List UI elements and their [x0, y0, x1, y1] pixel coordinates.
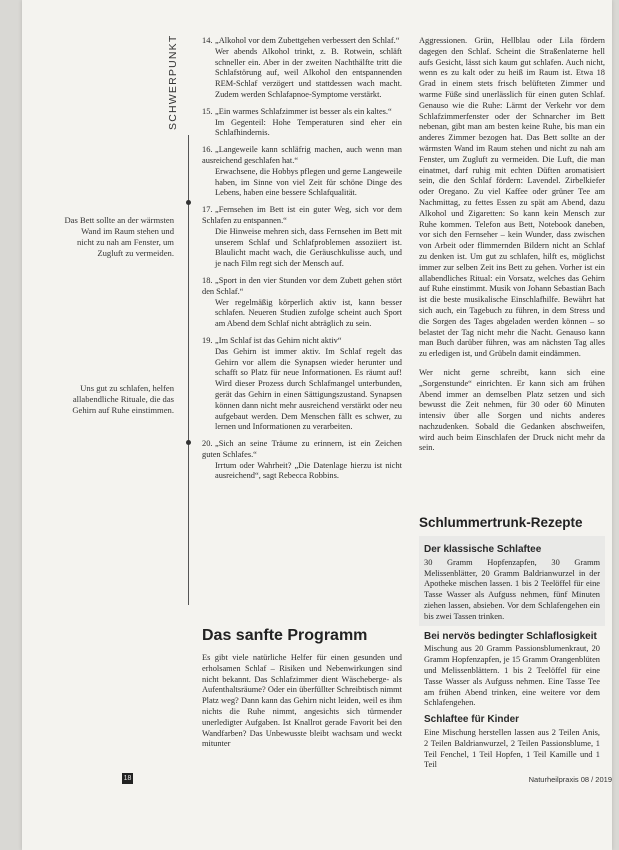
- margin-note-rituals: Uns gut zu schlafen, helfen allabendliche Rituale, die das Gehirn auf Ruhe einstimmen.: [72, 383, 174, 415]
- myth-answer: Wer abends Alkohol trinkt, z. B. Rotwein, schläft schneller ein. Aber in der zweiten Nachthälfte tritt die Schlafstörung auf, weil Alkohol den entspannenden REM-Schlaf verzögert und stattdessen wach macht. Zudem werden Schlafapnoe-Symptome verstärkt.: [215, 46, 402, 99]
- recipe-entry: [419, 715, 605, 771]
- recipe-text: Mischung aus 20 Gramm Passionsblumenkraut, 20 Gramm Hopfenzapfen, je 15 Gramm Orangenblüten und Melissenblättern. 1 bis 2 Teelöffel für eine Tasse Wasser als Aufguss nehmen. Eine Tasse Tee am frühen Abend trinken, eine weitere vor dem Schlafengehen.: [424, 644, 600, 708]
- myth-item: 18. „Sport in den vier Stunden vor dem Zubett gehen stört den Schlaf.“ Wer regelmäßig körperlich aktiv ist, kann besser schlafen. Neueren Studien zufolge scheint auch Sport am Abend dem Schlaf nicht abträglich zu sein.: [202, 275, 402, 329]
- section-divider-line: [188, 135, 189, 605]
- myth-item: 14. „Alkohol vor dem Zubettgehen verbessert den Schlaf.“ Wer abends Alkohol trinkt, z. B. Rotwein, schläft schneller ein. Aber in der zweiten Nachthälfte tritt die Schlafstörung auf, weil Alkohol den entspannenden REM-Schlaf verzögert und stattdessen wach macht. Zudem werden Schlafapnoe-Symptome verstärkt.: [202, 36, 402, 99]
- myth-answer: Erwachsene, die Hobbys pflegen und gerne Langeweile haben, im Sinne von viel Zeit für schöne Dinge des Lebens, haben eine bessere Schlafqualität.: [215, 166, 402, 198]
- myth-item: 16. „Langeweile kann schläfrig machen, auch wenn man ausreichend geschlafen hat.“ Erwachsene, die Hobbys pflegen und gerne Langeweile haben, im Sinne von viel Zeit für schöne Dinge des Lebens, haben eine bessere Schlafqualität.: [202, 145, 402, 198]
- section-label: SCHWERPUNKT: [167, 34, 179, 130]
- recipe-text: Eine Mischung herstellen lassen aus 2 Teilen Anis, 2 Teilen Baldrianwurzel, 2 Teilen Passionsblume, 1 Teil Fenchel, 1 Teil Hopfen, 1 Teil Kamille und 1 Teil: [424, 727, 600, 770]
- recipe-heading: Bei nervös bedingter Schlaflosigkeit: [424, 630, 597, 642]
- page-number: 18: [123, 775, 132, 782]
- myth-item: 20. „Sich an seine Träume zu erinnern, ist ein Zeichen guten Schlafes.“ Irrtum oder Wahrheit? „Die Datenlage hierzu ist nicht ausreichend“, sagt Rebecca Robbins.: [202, 439, 402, 481]
- right-paragraph: Wer nicht gerne schreibt, kann sich eine „Sorgenstunde“ einrichten. Er kann sich am frühen Abend immer an demselben Platz setzen und sich bewusst die Zeit nehmen, für 30 oder 60 Minuten intensiv über alle Sorgen und nichts anderes nachzudenken. Sobald die Gedanken abschweifen, wird auch beim Einschlafen der Druck nicht mehr da sein.: [419, 367, 605, 453]
- magazine-page: [22, 0, 612, 850]
- recipes-title: Schlummertrunk-Rezepte: [419, 515, 583, 530]
- myth-item: 19. „Im Schlaf ist das Gehirn nicht aktiv“ Das Gehirn ist immer aktiv. Im Schlaf regelt das Gehirn vor allem die Synapsen wieder herunter und schafft so Platz für neue Informationen. Es räumt auf! Wird dieser Prozess durch Schlafmangel unterbunden, gerät das Gehirn in einen Sättigungszustand. Synapsen können dann nicht mehr ausreichend verstärkt oder neu aufgebaut werden. Dem Menschen fällt es schwer, zu lernen und Informationen zu verarbeiten.: [202, 335, 402, 432]
- recipe-heading: Schlaftee für Kinder: [424, 714, 520, 726]
- recipe-entry: [419, 632, 605, 710]
- program-title: Das sanfte Programm: [202, 627, 368, 644]
- right-paragraph: Aggressionen. Grün, Hellblau oder Lila fördern dagegen den Schlaf. Scheint die Straßenlaterne hell aufs Gesicht, lässt sich kaum gut schlafen. Auch nicht, wenn es zu kalt oder zu heiß im Raum ist. Etwa 18 Grad in einem stets frisch belüfteten Zimmer und warme Füße sind unerlässlich für einen guten Schlaf. Genauso wie die Ruhe: Lärmt der Verkehr vor dem Schlafzimmerfenster oder der Schnarcher im Bett nebenan, gibt man am besten keine Ruhe, bis man ein anderes Zimmer bezogen hat. Das Bett sollte an der wärmsten Wand im Raum stehen und nicht zu nah am Fenster, um Zugluft zu vermeiden. Die Luft, die man einatmet, darf ruhig mit echten Düften aromatisiert sein, die den Schlaf fördern: Lavendel. Zirbelkiefer oder Oregano. Zu viel Kaffee oder grüner Tee am Nachmittag, zu fettes Essen zu spät am Abend, dazu Alkohol und Zigaretten: So kann kein Mensch zur Ruhe kommen. Telefon aus Bett, Notebook daneben, vor sich den Fernseher – kein Wunder, dass zwischen von Arbeit oder flimmernden Bildern nicht an Schlaf zu denken ist. Um gut zu schlafen, hilft es, möglichst immer zur selben Zeit ins Bett zu gehen. Vorher ist ein allabendliches Ritual: ein Vorsatz, welches das Gehirn auf Ruhe einstimmt. Musik von Johann Sebastian Bach ist die beste musikalische Einschlafhilfe. Bewährt hat sich auch, ein Tagebuch zu führen, in dem Stress und die Sorgen des Tages abgeladen werden können – so belastet der Tag nicht mehr die Nacht. Genauso kann man Buch darüber führen, was am nächsten Tag alles zu erledigen ist, und Grübeln damit eindämmen.: [419, 36, 605, 359]
- myth-item: 17. „Fernsehen im Bett ist ein guter Weg, sich vor dem Schlafen zu entspannen.“ Die Hinweise mehren sich, dass Fernsehen im Bett mit unserem Schlaf und Schlafproblemen assoziiert ist. Blaulicht macht wach, die Geräuschkulisse auch, und je nach Film regt sich der Mensch auf.: [202, 205, 402, 269]
- myth-item: 15. „Ein warmes Schlafzimmer ist besser als ein kaltes.“ Im Gegenteil: Hohe Temperaturen sind eher ein Schlafhindernis.: [202, 106, 402, 138]
- recipe-text: 30 Gramm Hopfenzapfen, 30 Gramm Melissenblätter, 20 Gramm Baldrianwurzel in der Apotheke mischen lassen. 1 bis 2 Teelöffel für eine Tasse Wasser als Aufguss nehmen, fünf Minuten ziehen lassen, absieben. Vor dem Schlafengehen ein bis zwei Tassen trinken.: [424, 557, 600, 621]
- recipes-box: [419, 515, 605, 771]
- myth-answer: Wer regelmäßig körperlich aktiv ist, kann besser schlafen. Neueren Studien zufolge scheint auch Sport am Abend dem Schlaf nicht abträglich zu sein.: [215, 297, 402, 329]
- recipe-entry: [419, 536, 605, 626]
- myth-answer: Die Hinweise mehren sich, dass Fernsehen im Bett mit unserem Schlaf und Schlafproblemen assoziiert ist. Blaulicht macht wach, die Geräuschkulisse auch, und je nach Film regt sich der Mensch auf.: [215, 226, 402, 269]
- recipe-heading: Der klassische Schlaftee: [424, 544, 542, 555]
- right-column: [419, 36, 605, 454]
- program-text: Es gibt viele natürliche Helfer für einen gesunden und erholsamen Schlaf – Risiken und Nebenwirkungen sind nicht bekannt. Das Schlafzimmer dient Wäscheberge- als Aufenthaltsräume? Oder ein überfüllter Schreibtisch nimmt Platz weg? Dann kann das Gehirn nicht leiden, weil es ihm nichts die Ruhe nimmt, angesichts sich türmender unerledigter Aufgaben. Ist Knallrot gerade Favorit bei den Wandfarben? Das Unbewusste bleibt wachsam und weckt mitunter: [202, 653, 402, 749]
- myth-answer: Irrtum oder Wahrheit? „Die Datenlage hierzu ist nicht ausreichend“, sagt Rebecca Robbins.: [215, 460, 402, 481]
- myth-answer: Im Gegenteil: Hohe Temperaturen sind eher ein Schlafhindernis.: [215, 117, 402, 138]
- margin-note-bed: Das Bett sollte an der wärmsten Wand im Raum stehen und nicht zu nah am Fenster, um Zugluft zu vermeiden.: [64, 215, 174, 258]
- publication-footer: Naturheilpraxis 08 / 2019: [528, 775, 612, 784]
- bullet-dot: [186, 440, 191, 445]
- bullet-dot: [186, 200, 191, 205]
- myths-list: [202, 36, 402, 488]
- program-section: [202, 627, 402, 750]
- myth-answer: Das Gehirn ist immer aktiv. Im Schlaf regelt das Gehirn vor allem die Synapsen wieder herunter und schafft so Platz für neue Informationen. Es räumt auf! Wird dieser Prozess durch Schlafmangel unterbunden, gerät das Gehirn in einen Sättigungszustand. Synapsen können dann nicht mehr ausreichend verstärkt oder neu aufgebaut werden. Dem Menschen fällt es schwer, zu lernen und Informationen zu verarbeiten.: [215, 346, 402, 432]
